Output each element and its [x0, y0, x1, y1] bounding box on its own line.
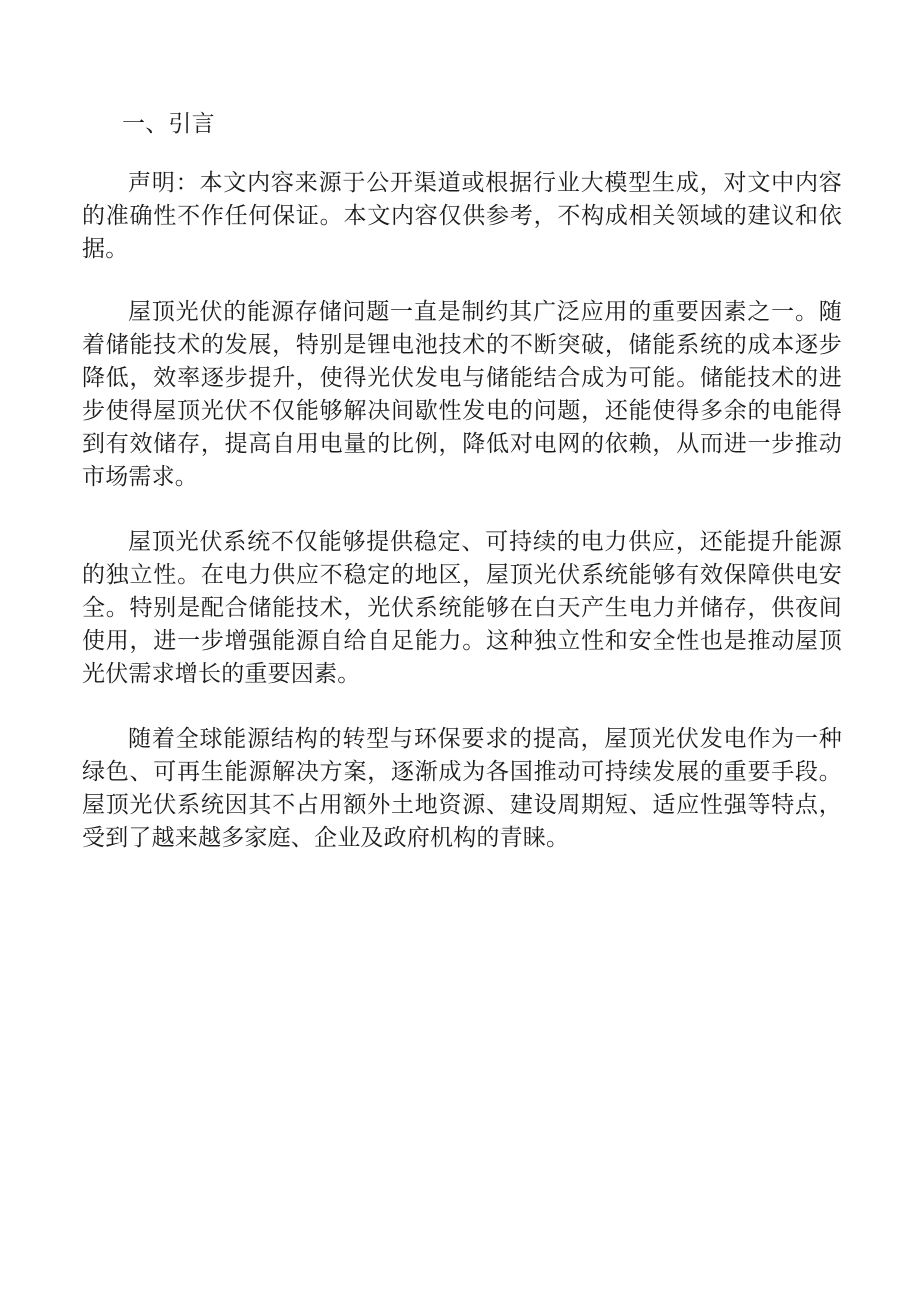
disclaimer-paragraph: 声明：本文内容来源于公开渠道或根据行业大模型生成，对文中内容的准确性不作任何保证。本文内容仅供参考，不构成相关领域的建议和依据。 [82, 170, 842, 262]
energy-storage-paragraph: 屋顶光伏的能源存储问题一直是制约其广泛应用的重要因素之一。随着储能技术的发展，特别是锂电池技术的不断突破，储能系统的成本逐步降低，效率逐步提升，使得光伏发电与储能结合成为可能。储能技术的进步使得屋顶光伏不仅能够解决间歇性发电的问题，还能使得多余的电能得到有效储存，提高自用电量的比例，降低对电网的依赖，从而进一步推动市场需求。 [82, 299, 842, 490]
document-body [82, 108, 842, 887]
sustainable-development-paragraph: 随着全球能源结构的转型与环保要求的提高，屋顶光伏发电作为一种绿色、可再生能源解决方案，逐渐成为各国推动可持续发展的重要手段。屋顶光伏系统因其不占用额外土地资源、建设周期短、适应性强等特点，受到了越来越多家庭、企业及政府机构的青睐。 [82, 726, 842, 851]
energy-independence-paragraph: 屋顶光伏系统不仅能够提供稳定、可持续的电力供应，还能提升能源的独立性。在电力供应不稳定的地区，屋顶光伏系统能够有效保障供电安全。特别是配合储能技术，光伏系统能够在白天产生电力并储存，供夜间使用，进一步增强能源自给自足能力。这种独立性和安全性也是推动屋顶光伏需求增长的重要因素。 [82, 529, 842, 687]
section-heading: 一、引言 [122, 111, 215, 137]
